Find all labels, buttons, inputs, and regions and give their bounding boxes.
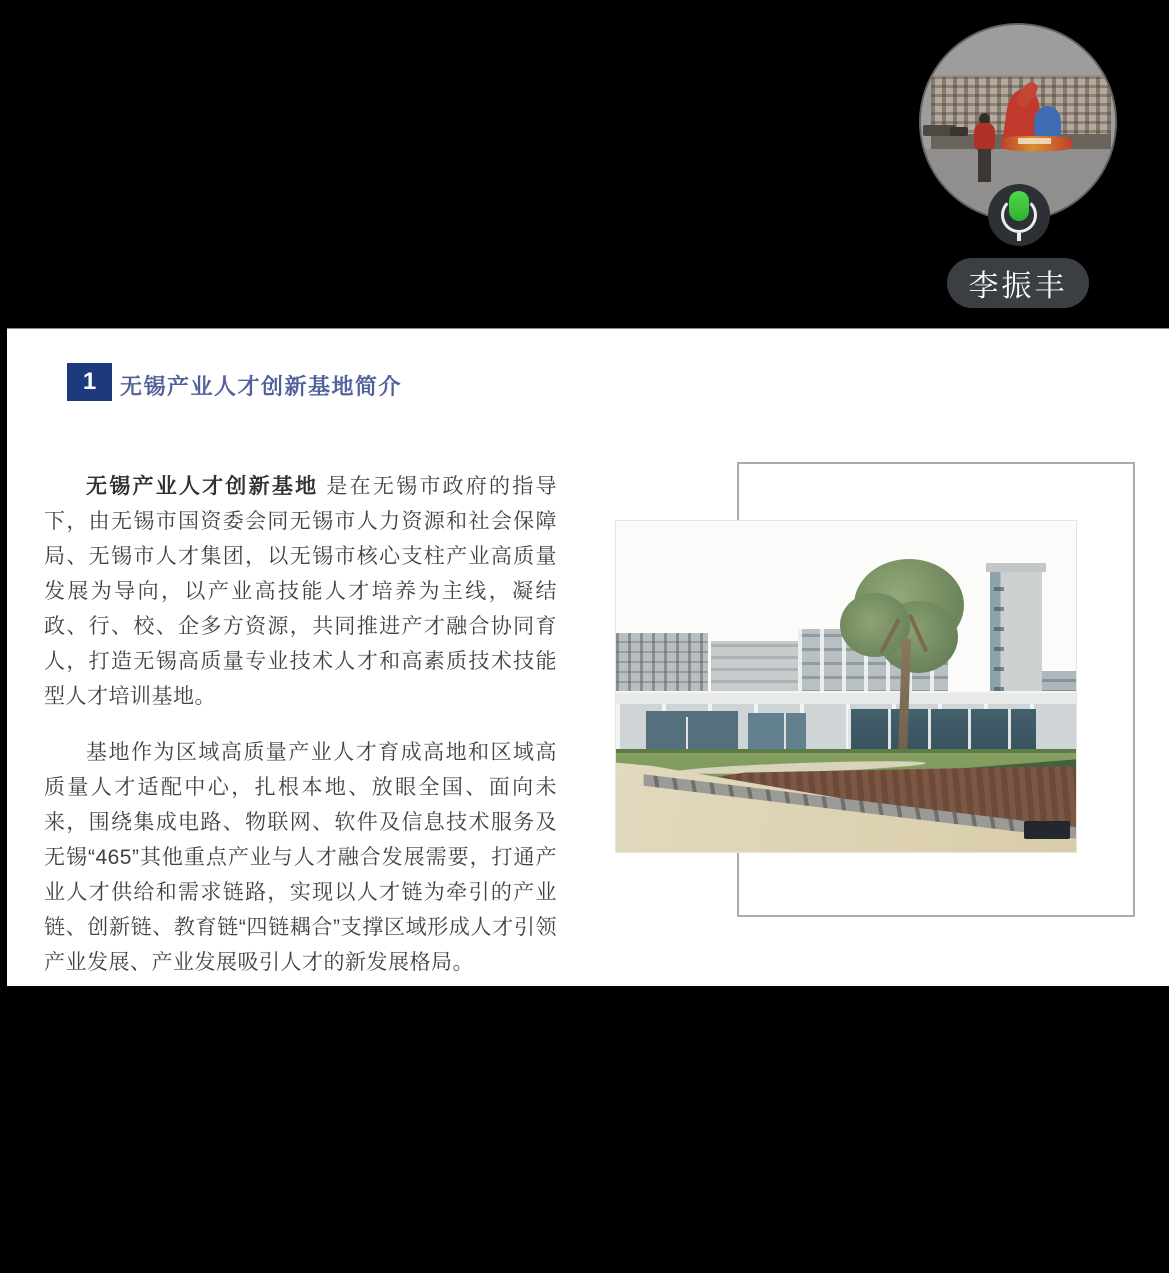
shared-slide — [7, 328, 1169, 986]
section-number-box: 1 — [67, 363, 112, 401]
paragraph1-lead: 无锡产业人才创新基地 — [86, 475, 319, 498]
microphone-stem — [1017, 233, 1021, 241]
microphone-arc — [1001, 197, 1037, 233]
avatar-person-torso — [974, 123, 994, 150]
avatar-person-legs — [978, 149, 991, 182]
photo-tree-canopy — [840, 593, 910, 657]
campus-photo — [616, 521, 1076, 852]
microphone-button[interactable] — [988, 184, 1050, 246]
slide-title: 无锡产业人才创新基地简介 — [120, 374, 403, 399]
slide-body-text — [44, 469, 557, 980]
participant-name-badge: 李振丰 — [947, 258, 1089, 308]
avatar-blue-inflatable — [1034, 106, 1061, 137]
photo-tower-cap — [986, 563, 1046, 572]
paragraph-2: 基地作为区域高质量产业人才育成高地和区域高质量人才适配中心，扎根本地、放眼全国、面向未来，围绕集成电路、物联网、软件及信息技术服务及无锡“465”其他重点产业与人才融合发展需要，打通产业人才供给和需求链路，实现以人才链为牵引的产业链、创新链、教育链“四链耦合”支撑区域形成人才引领产业发展、产业发展吸引人才的新发展格局。 — [44, 741, 557, 974]
avatar-inflatable-sign — [1018, 138, 1051, 144]
photo-curb-stone — [1024, 821, 1070, 839]
avatar-car — [950, 127, 967, 136]
paragraph1-text: 是在无锡市政府的指导下，由无锡市国资委会同无锡市人力资源和社会保障局、无锡市人才集团，以无锡市核心支柱产业高质量发展为导向，以产业高技能人才培养为主线，凝结政、行、校、企多方资源，共同推进产才融合协同育人，打造无锡高质量专业技术人才和高素质技术技能型人才培训基地。 — [44, 475, 557, 708]
paragraph-1 — [44, 469, 557, 714]
